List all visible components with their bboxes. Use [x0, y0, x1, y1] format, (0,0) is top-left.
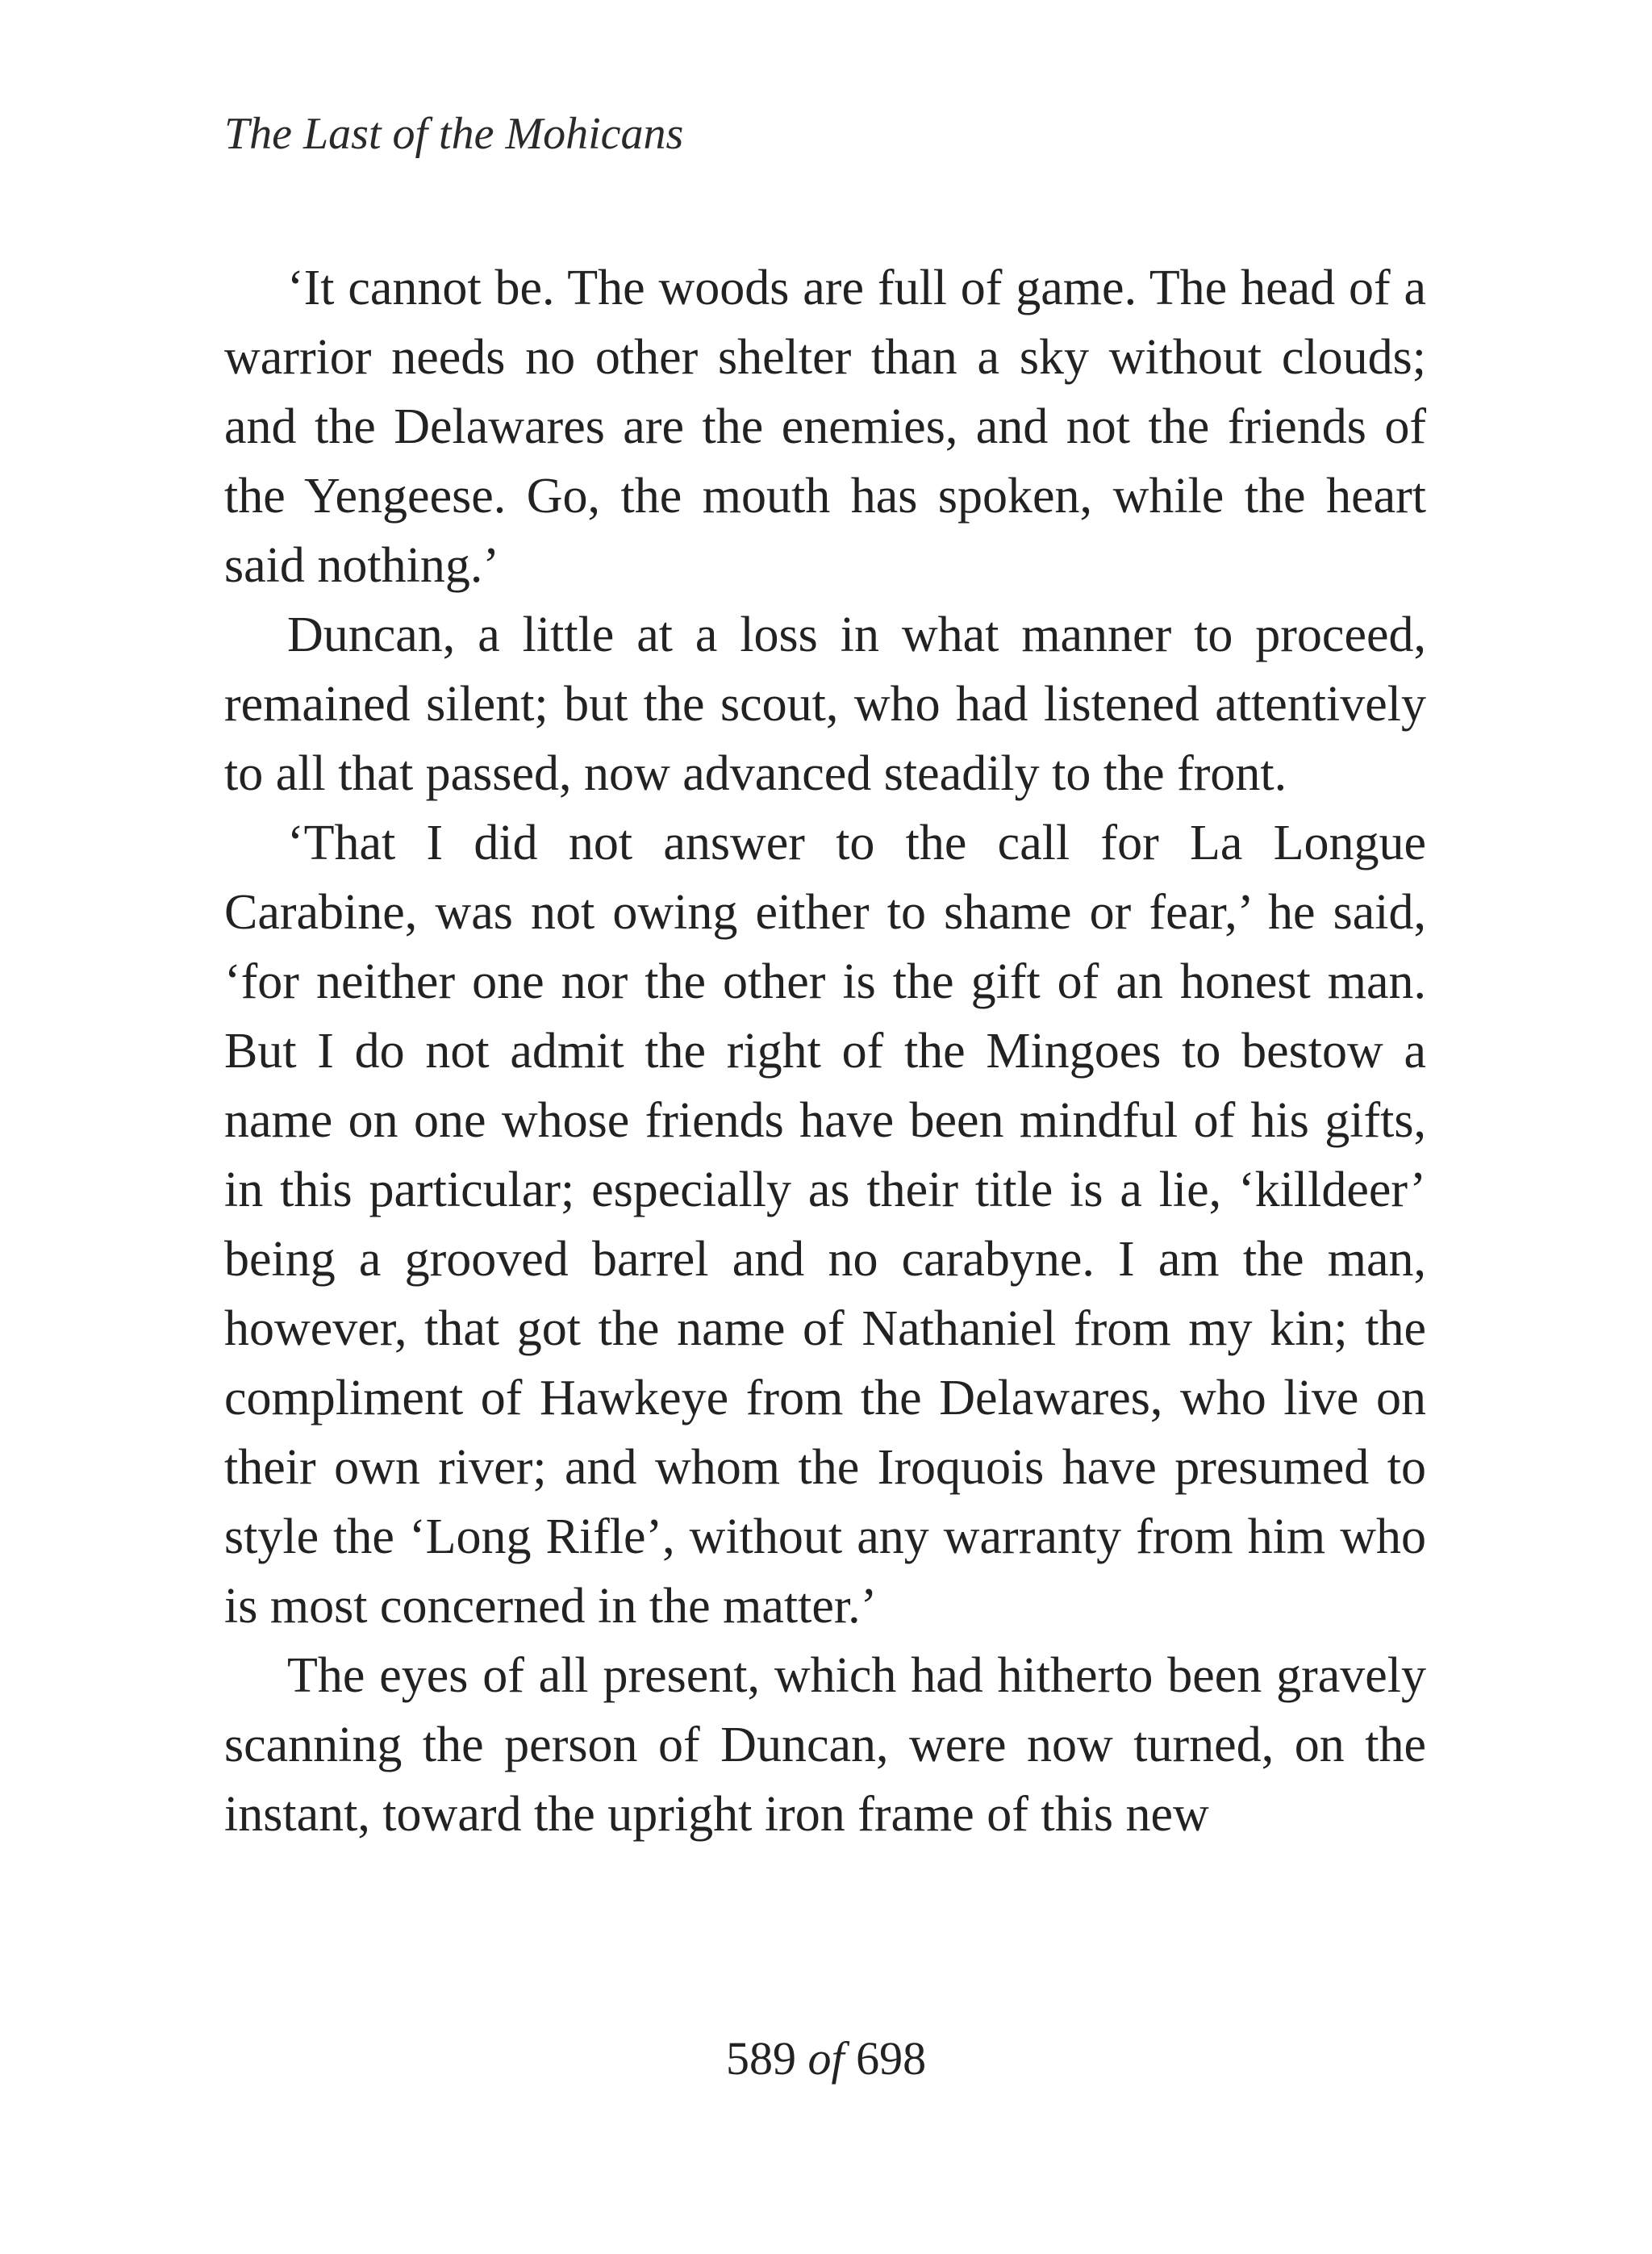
current-page-number: 589 — [725, 2032, 796, 2085]
page-body-text — [224, 253, 1426, 1849]
paragraph-4: The eyes of all present, which had hitherto been gravely scanning the person of Duncan, were now turned, on the instant, toward the upright iron frame of this new — [224, 1648, 1426, 1842]
paragraph-3: ‘That I did not answer to the call for La Longue Carabine, was not owing either to shame or fear,’ he said, ‘for neither one nor the other is the gift of an honest man. But I do not admit the right of the Mingoes to bestow a name on one whose friends have been mindful of his gifts, in this particular; especially as their title is a lie, ‘killdeer’ being a grooved barrel and no carabyne. I am the man, however, that got the name of Nathaniel from my kin; the compliment of Hawkeye from the Delawares, who live on their own river; and whom the Iroquois have presumed to style the ‘Long Rifle’, without any warranty from him who is most concerned in the matter.’ — [224, 816, 1426, 1634]
paragraph-1: ‘It cannot be. The woods are full of game. The head of a warrior needs no other shelter than a sky without clouds; and the Delawares are the enemies, and not the friends of the Yengeese. Go, the mouth has spoken, while the heart said nothing.’ — [224, 261, 1426, 593]
page-number-indicator — [0, 2030, 1652, 2088]
total-page-count: 698 — [856, 2032, 927, 2085]
paragraph-2: Duncan, a little at a loss in what manner to proceed, remained silent; but the scout, who had listened attentively to all that passed, now advanced steadily to the front. — [224, 607, 1426, 801]
page-of-label: of — [807, 2032, 845, 2085]
running-head-title: The Last of the Mohicans — [224, 109, 684, 159]
